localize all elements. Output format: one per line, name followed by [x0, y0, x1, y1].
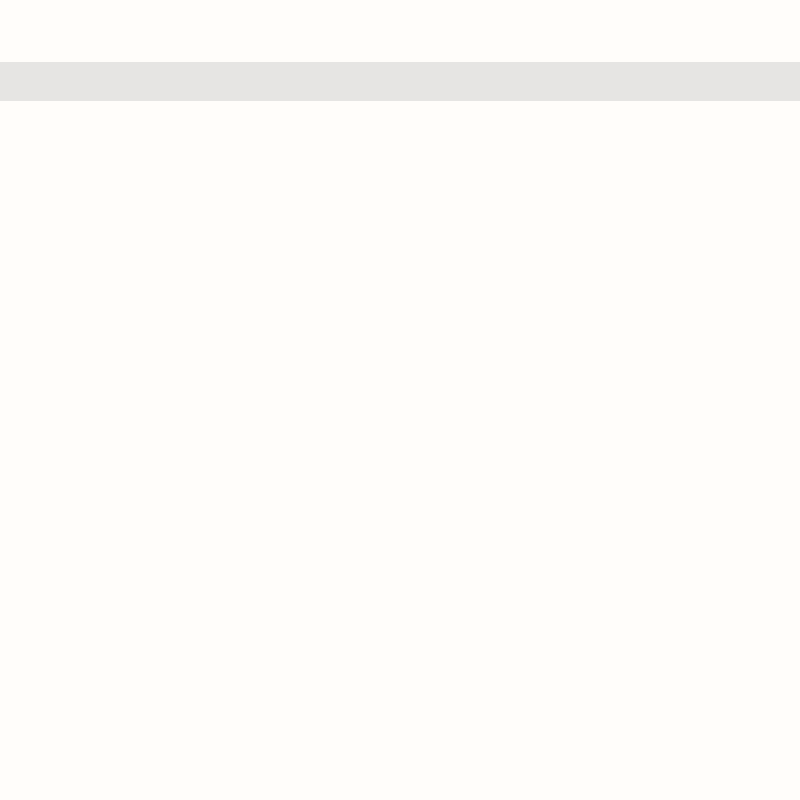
popup-title-bar [0, 62, 800, 101]
